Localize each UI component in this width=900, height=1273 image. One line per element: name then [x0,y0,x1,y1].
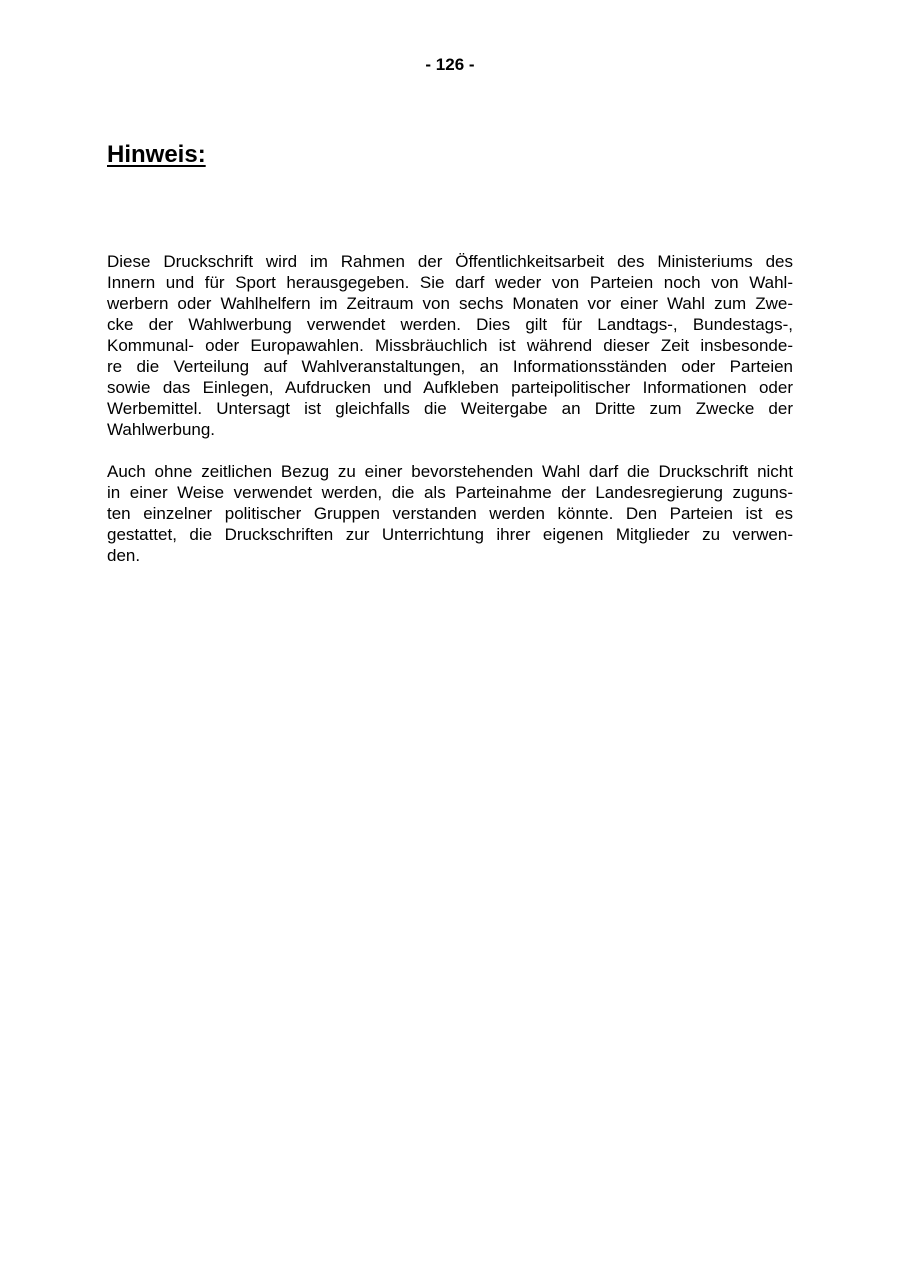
text-line: Kommunal- oder Europawahlen. Missbräuchlich ist während dieser Zeit insbesonde- [107,336,793,355]
text-line: ten einzelner politischer Gruppen verstanden werden könnte. Den Parteien ist es [107,504,793,523]
text-line: re die Verteilung auf Wahlveranstaltungen, an Informationsständen oder Parteien [107,357,793,376]
text-line: Wahlwerbung. [107,420,216,439]
text-line: sowie das Einlegen, Aufdrucken und Aufkleben parteipolitischer Informationen oder [107,378,793,397]
text-line: gestattet, die Druckschriften zur Unterrichtung ihrer eigenen Mitglieder zu verwen- [107,525,793,544]
text-line: cke der Wahlwerbung verwendet werden. Dies gilt für Landtags-, Bundestags-, [107,315,793,334]
text-line: Innern und für Sport herausgegeben. Sie darf weder von Parteien noch von Wahl- [107,273,793,292]
page-number: - 126 - [425,55,475,74]
notice-paragraph-2 [107,461,793,566]
text-line: Werbemittel. Untersagt ist gleichfalls die Weitergabe an Dritte zum Zwecke der [107,399,793,418]
notice-paragraph-1 [107,251,793,440]
text-line: werbern oder Wahlhelfern im Zeitraum von sechs Monaten vor einer Wahl zum Zwe- [107,294,793,313]
notice-body [107,251,793,587]
text-line: Diese Druckschrift wird im Rahmen der Öffentlichkeitsarbeit des Ministeriums des [107,252,793,271]
text-line: den. [107,546,141,565]
text-line: Auch ohne zeitlichen Bezug zu einer bevorstehenden Wahl darf die Druckschrift nicht [107,462,793,481]
notice-heading: Hinweis: [107,141,206,168]
text-line: in einer Weise verwendet werden, die als Parteinahme der Landesregierung zuguns- [107,483,793,502]
